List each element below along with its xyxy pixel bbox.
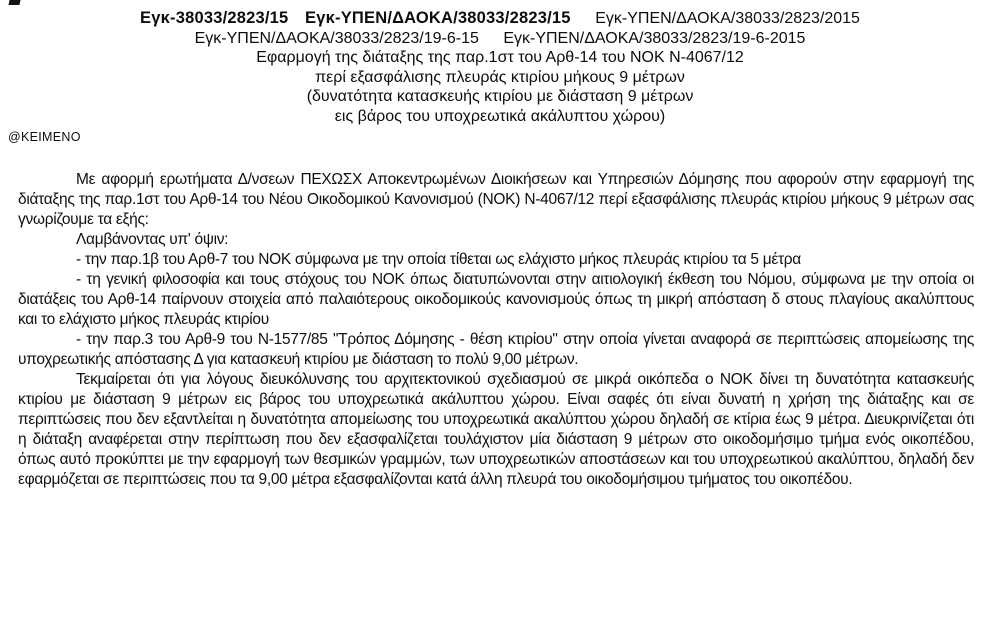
keimeno-marker: @ΚΕΙΜΕΝΟ — [8, 130, 81, 144]
paragraph-intro: Με αφορμή ερωτήματα Δ/νσεων ΠΕΧΩΣΧ Αποκεντρωμένων Διοικήσεων και Υπηρεσιών Δόμησης που αφορούν στην εφαρμογή της διάταξης της παρ.1στ του Αρθ-14 του Νέου Οικοδομικού Κανονισμού (ΝΟΚ) Ν-4067/12 περί εξασφάλισης πλευράς κτιρίου μήκους 9 μέτρων σας γνωρίζουμε τα εξής: — [18, 171, 974, 228]
circular-ref-dated-full: Εγκ-ΥΠΕΝ/ΔΑΟΚΑ/38033/2823/19-6-2015 — [503, 29, 806, 47]
bullet-par3-arth9: - την παρ.3 του Αρθ-9 του Ν-1577/85 "Τρόπος Δόμησης - θέση κτιρίου" στην οποία γίνεται αναφορά σε περιπτώσεις απομείωσης της υποχρεωτικής απόστασης Δ για κατασκευή κτιρίου με διάσταση το πολύ 9,00 μέτρων. — [18, 331, 974, 368]
document-body — [18, 170, 974, 490]
bullet-par-1b-arth7: - την παρ.1β του Αρθ-7 του ΝΟΚ σύμφωνα με την οποία τίθεται ως ελάχιστο μήκος πλευράς κτιρίου τα 5 μέτρα — [76, 251, 801, 268]
paragraph-conclusion: Τεκμαίρεται ότι για λόγους διευκόλυνσης του αρχιτεκτονικού σχεδιασμού σε μικρά οικόπεδα ο ΝΟΚ δίνει τη δυνατότητα κατασκευής κτιρίου με διάσταση 9 μέτρων εις βάρος του υποχρεωτικά ακάλυπτου χώρου. Είναι σαφές ότι είναι δυνατή η χρήση της διάταξης και σε περιπτώσεις που δεν εξαντλείται η δυνατότητα απομείωσης του υποχρεωτικά ακαλύπτου χώρου δηλαδή σε κτίρια έως 9 μέτρα. Διευκρινίζεται ότι η διάταξη αναφέρεται στην περίπτωση που δεν εξασφαλίζεται τουλάχιστον μία διάσταση 9 μέτρων στο οικοδομήσιμο τμήμα ενός οικοπέδου, όπως αυτό προκύπτει με την εφαρμογή των θεσμικών γραμμών, των υποχρεωτικών αποστάσεων και του υποχρεωτικού ακαλύπτου, δηλαδή δεν εφαρμόζεται σε περιπτώσεις που τα 9,00 μέτρα εξασφαλίζονται κατά άλλη πλευρά του οικοδομήσιμου τμήματος του οικοπέδου. — [18, 371, 974, 488]
circular-ref-dated-short: Εγκ-ΥΠΕΝ/ΔΑΟΚΑ/38033/2823/19-6-15 — [194, 29, 479, 47]
paragraph-considering: Λαμβάνοντας υπ' όψιν: — [76, 231, 229, 248]
bullet-general-philosophy: - τη γενική φιλοσοφία και τους στόχους του ΝΟΚ όπως διατυπώνονται στην αιτιολογική έκθεση του Νόμου, σύμφωνα με την οποία οι διατάξεις του Αρθ-14 παίρνουν στοιχεία από παλαιότερους οικοδομικούς κανονισμούς όπως τη μικρή απόσταση δ στους πλαγίους ακαλύπτους και το ελάχιστο μήκος πλευράς κτιρίου — [18, 271, 974, 328]
document-header — [0, 0, 1000, 126]
circular-ref-year-full: Εγκ-ΥΠΕΝ/ΔΑΟΚΑ/38033/2823/2015 — [595, 10, 860, 27]
reference-line-2 — [0, 29, 1000, 49]
subject-line-2: περί εξασφάλισης πλευράς κτιρίου μήκους 9 μέτρων — [315, 68, 685, 86]
circular-ref-full-bold: Εγκ-ΥΠΕΝ/ΔΑΟΚΑ/38033/2823/15 — [305, 9, 571, 27]
subject-line-3: (δυνατότητα κατασκευής κτιρίου με διάσταση 9 μέτρων — [306, 88, 694, 105]
circular-ref-short: Εγκ-38033/2823/15 — [140, 9, 289, 27]
subject-line-1: Εφαρμογή της διάταξης της παρ.1στ του Αρθ-14 του ΝΟΚ Ν-4067/12 — [256, 49, 744, 66]
reference-line-1 — [0, 9, 1000, 29]
subject-line-4: εις βάρος του υποχρεωτικά ακάλυπτου χώρου) — [334, 107, 666, 125]
scan-artifact-mark — [8, 0, 20, 5]
